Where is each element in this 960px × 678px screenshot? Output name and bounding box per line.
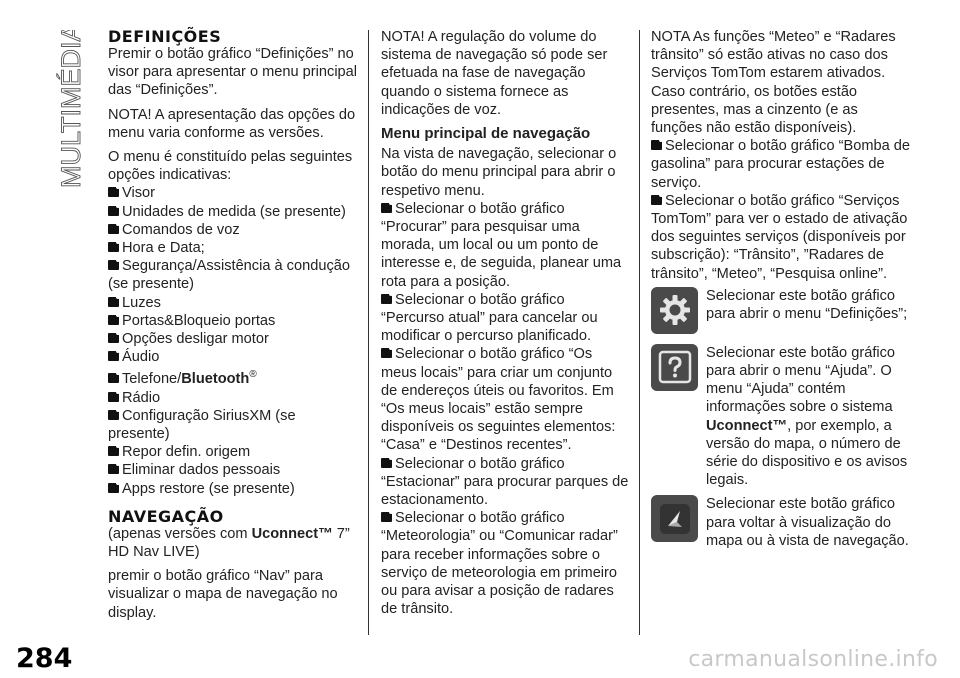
list-item: Comandos de voz bbox=[108, 221, 358, 239]
column-1 bbox=[108, 28, 358, 628]
bullet-icon bbox=[108, 373, 119, 383]
bullet-paragraph: Selecionar o botão gráfico “Procurar” para pesquisar uma morada, um local ou um ponto de interesse e, de seguida, planear uma rota para a posição. bbox=[381, 200, 622, 290]
bullet-paragraph: Selecionar o botão gráfico “Estacionar” para procurar parques de estacionamento. bbox=[381, 455, 629, 509]
icon-row-settings bbox=[651, 287, 913, 334]
paragraph-note: NOTA! A regulação do volume do sistema de navegação só pode ser efetuada na fase de navegação quando o sistema fornece as indicações de voz. bbox=[381, 29, 608, 118]
heading-definicoes: DEFINIÇÕES bbox=[108, 27, 222, 46]
paragraph-nav-versions: (apenas versões com Uconnect™ 7” HD Nav LIVE) bbox=[108, 525, 350, 560]
paragraph: NOTA! A apresentação das opções do menu varia conforme as versões. bbox=[108, 106, 356, 141]
column-divider-1 bbox=[368, 30, 369, 635]
list-item: Eliminar dados pessoais bbox=[108, 461, 358, 479]
bullet-icon bbox=[381, 512, 392, 522]
paragraph-note: NOTA As funções “Meteo” e “Radares trânsito” só estão ativas no caso dos Serviços TomTom estarem ativados. Caso contrário, os botões estão presentes, mas a cinzento (e as funções não estão disponíveis). bbox=[651, 29, 896, 137]
icon-description: Selecionar este botão gráfico para voltar à visualização do mapa ou à vista de navegação. bbox=[706, 496, 909, 549]
list-item: Repor defin. origem bbox=[108, 443, 358, 461]
subheading-nav-menu: Menu principal de navegação bbox=[381, 125, 591, 143]
bullet-icon bbox=[381, 458, 392, 468]
list-item: Visor bbox=[108, 184, 358, 202]
settings-gear-icon bbox=[651, 287, 698, 334]
bullet-icon bbox=[381, 294, 392, 304]
icon-row-help bbox=[651, 344, 913, 490]
column-2 bbox=[381, 28, 631, 619]
bullet-icon bbox=[108, 206, 119, 216]
bullet-icon bbox=[108, 464, 119, 474]
bullet-paragraph: Selecionar o botão gráfico “Os meus locais” para criar um conjunto de endereços úteis ou favoritos. Em “Os meus locais” estão sempre disponíveis os seguintes elementos: “Casa” e “Destinos recentes”. bbox=[381, 346, 616, 454]
side-title-text: MULTIMÉDIA bbox=[56, 30, 86, 188]
list-item: Apps restore (se presente) bbox=[108, 480, 358, 498]
icon-description: Selecionar este botão gráfico para abrir o menu “Definições”; bbox=[706, 287, 908, 323]
list-item: Portas&Bloqueio portas bbox=[108, 312, 358, 330]
paragraph: O menu é constituído pelas seguintes opções indicativas: bbox=[108, 149, 353, 184]
bullet-icon bbox=[108, 187, 119, 197]
bullet-paragraph: Selecionar o botão gráfico “Bomba de gasolina” para procurar estações de serviço. bbox=[651, 138, 911, 191]
bullet-icon bbox=[108, 260, 119, 270]
help-question-icon bbox=[651, 344, 698, 391]
navigation-arrow-icon bbox=[651, 495, 698, 542]
bullet-icon bbox=[108, 410, 119, 420]
list-item: Rádio bbox=[108, 389, 358, 407]
bullet-icon bbox=[381, 203, 392, 213]
side-section-title bbox=[52, 30, 86, 190]
list-item: Configuração SiriusXM (se presente) bbox=[108, 407, 296, 442]
bullet-icon bbox=[108, 392, 119, 402]
paragraph: premir o botão gráfico “Nav” para visualizar o mapa de navegação no display. bbox=[108, 568, 338, 621]
side-title-svg bbox=[52, 30, 86, 190]
watermark: carmanualsonline.info bbox=[688, 647, 938, 672]
bullet-icon bbox=[108, 446, 119, 456]
bullet-icon bbox=[108, 333, 119, 343]
page-number: 284 bbox=[16, 643, 73, 674]
bullet-icon bbox=[108, 297, 119, 307]
bullet-icon bbox=[651, 140, 662, 150]
bullet-paragraph: Selecionar o botão gráfico “Meteorologia” ou “Comunicar radar” para receber informações sobre o serviço de meteorologia em primeiro ou para avisar a posição de radares de trânsito. bbox=[381, 510, 618, 618]
paragraph: Premir o botão gráfico “Definições” no visor para apresentar o menu principal das “Definições”. bbox=[108, 46, 358, 99]
bullet-icon bbox=[108, 351, 119, 361]
bullet-icon bbox=[108, 242, 119, 252]
icon-row-back-to-map bbox=[651, 495, 913, 550]
list-item: Unidades de medida (se presente) bbox=[108, 203, 358, 221]
bullet-paragraph: Selecionar o botão gráfico “Serviços TomTom” para ver o estado de ativação dos seguintes serviços (disponíveis por subscrição): “Trânsito”, ”Radares de trânsito”, “Meteo”, “Pesquisa online”. bbox=[651, 192, 908, 282]
paragraph: Na vista de navegação, selecionar o botão do menu principal para abrir o respetivo menu. bbox=[381, 146, 617, 199]
list-item: Segurança/Assistência à condução (se presente) bbox=[108, 258, 350, 293]
list-item: Luzes bbox=[108, 294, 358, 312]
bullet-icon bbox=[108, 483, 119, 493]
heading-navegacao: NAVEGAÇÃO bbox=[108, 506, 224, 526]
bullet-icon bbox=[381, 348, 392, 358]
list-item: Áudio bbox=[108, 348, 358, 366]
column-3 bbox=[651, 28, 913, 556]
list-item-phone: Telefone/Bluetooth® bbox=[108, 366, 358, 388]
bullet-paragraph: Selecionar o botão gráfico “Percurso atual” para cancelar ou modificar o percurso planificado. bbox=[381, 291, 598, 345]
bullet-icon bbox=[651, 195, 662, 205]
list-item: Opções desligar motor bbox=[108, 330, 358, 348]
bullet-icon bbox=[108, 315, 119, 325]
bullet-icon bbox=[108, 224, 119, 234]
column-divider-2 bbox=[639, 30, 640, 635]
icon-description: Selecionar este botão gráfico para abrir o menu “Ajuda”. O menu “Ajuda” contém informações sobre o sistema Uconnect™, por exemplo, a versão do mapa, o número de série do dispositivo e os avisos legais. bbox=[706, 344, 908, 489]
list-item: Hora e Data; bbox=[108, 239, 358, 257]
